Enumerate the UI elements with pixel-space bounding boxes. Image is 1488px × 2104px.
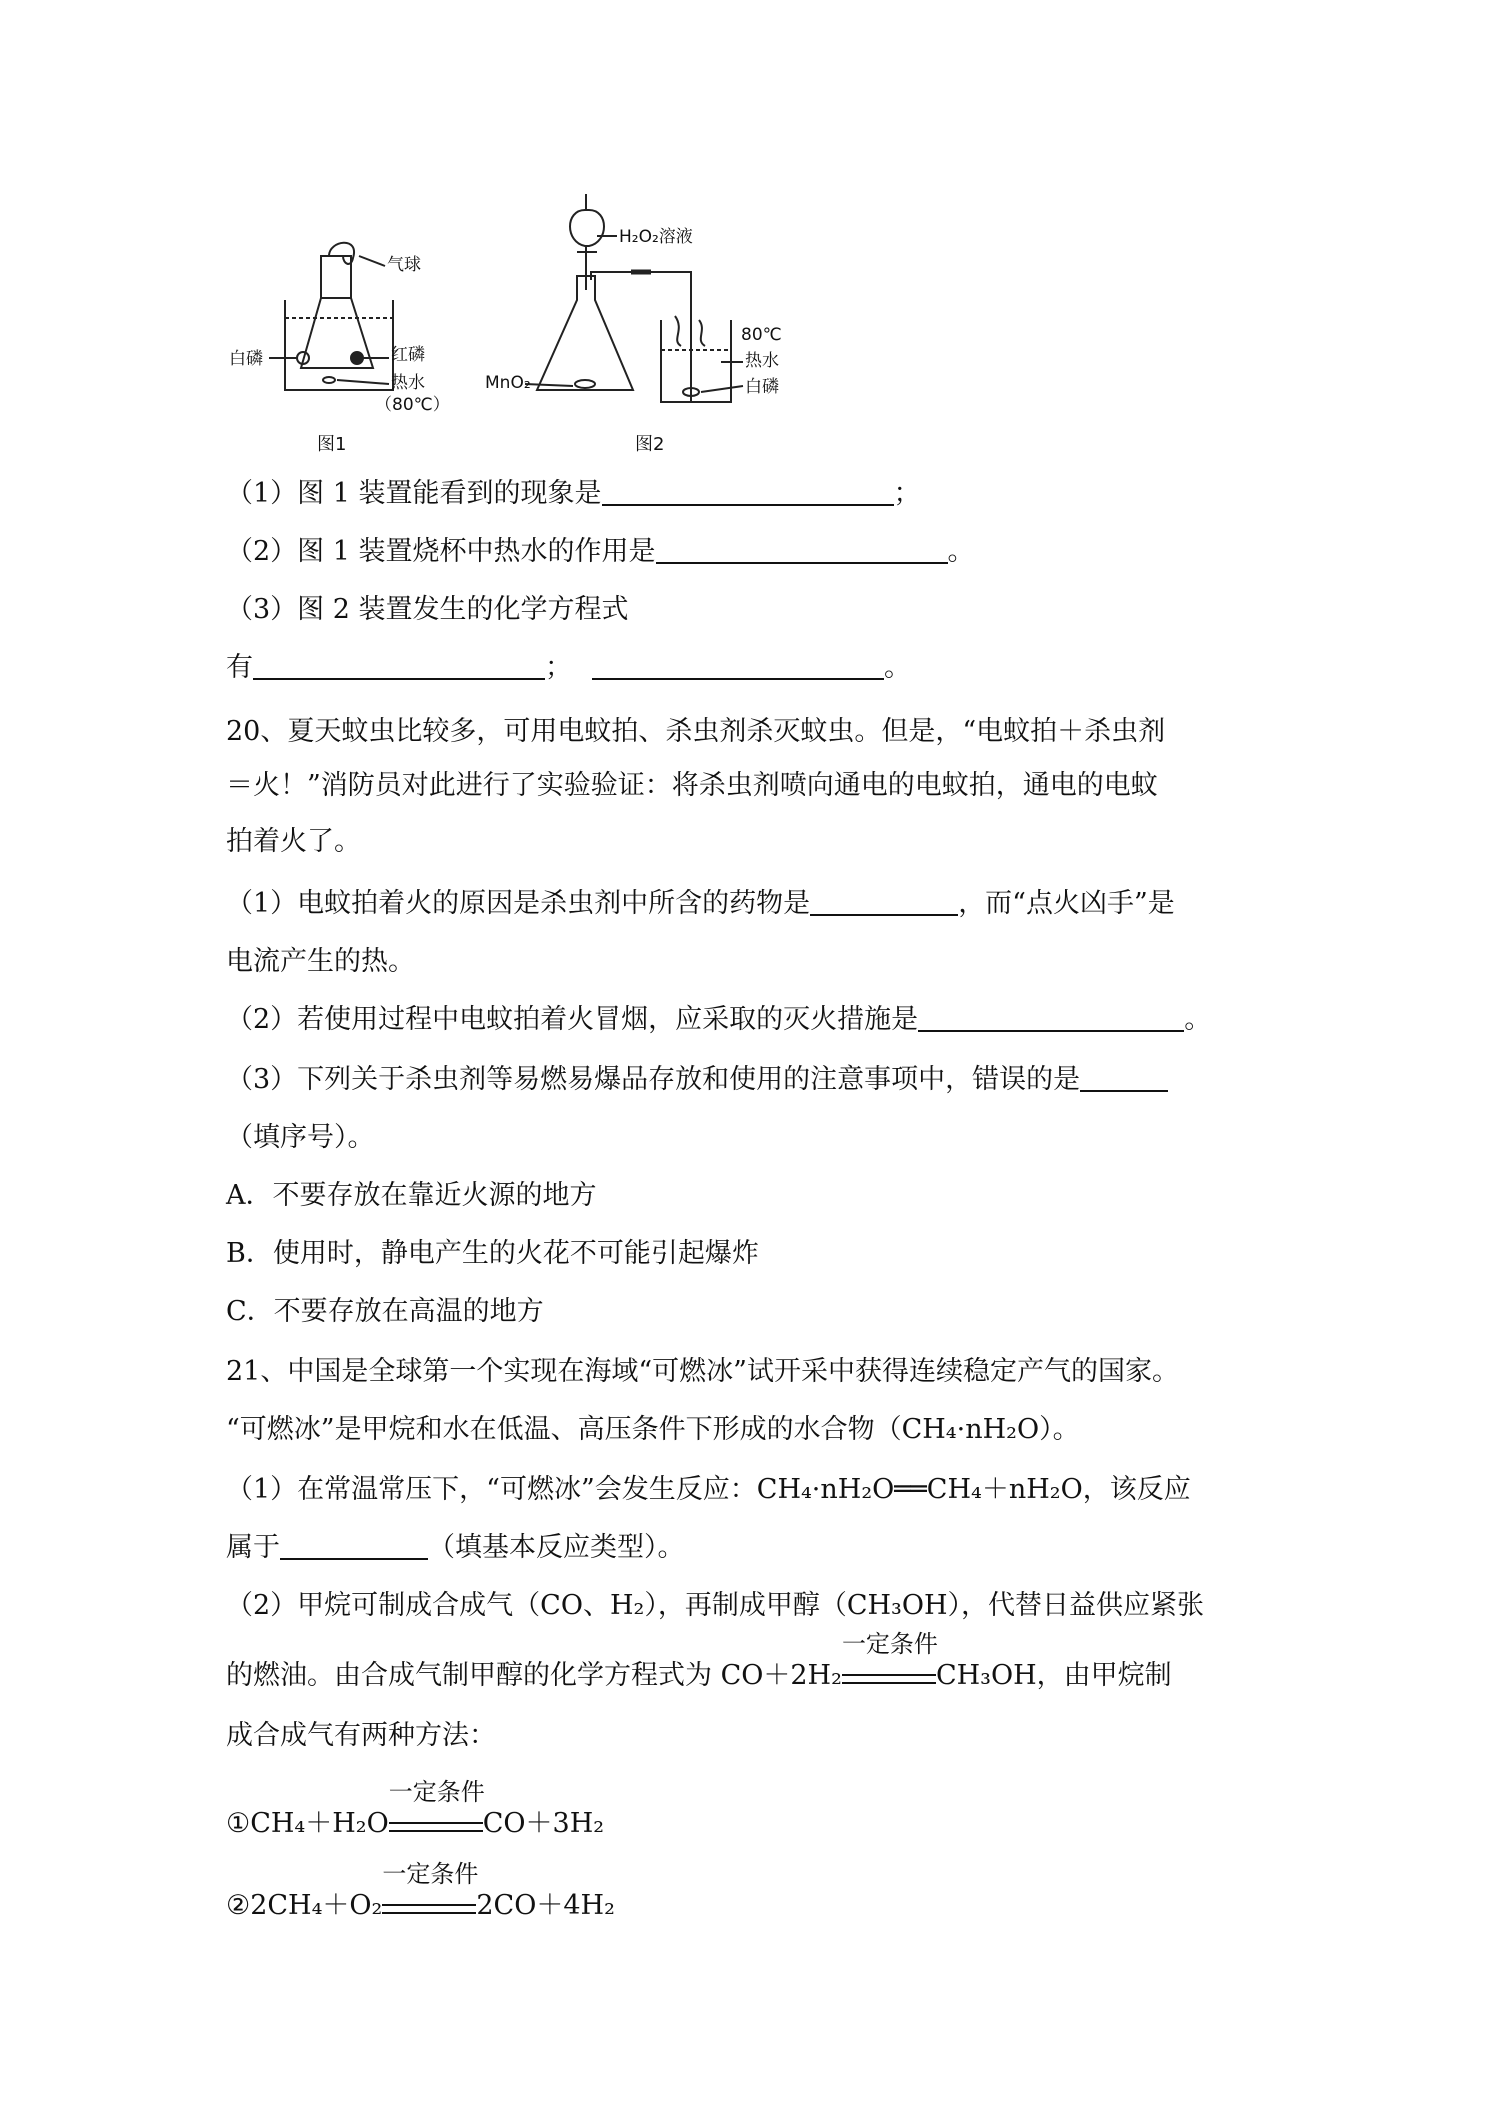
answer-blank[interactable] [253, 648, 545, 680]
q21-stem-line2: “可燃冰”是甲烷和水在低温、高压条件下形成的水合物（CH₄·nH₂O）。 [226, 1414, 1080, 1445]
q20-option-a: A．不要存放在靠近火源的地方 [226, 1180, 597, 1211]
fig2-caption: 图2 [635, 434, 665, 455]
fig1-white-phosphorus-label: 白磷 [229, 349, 263, 369]
q20-option-c: C．不要存放在高温的地方 [226, 1296, 544, 1327]
q19-part3: （3）图 2 装置发生的化学方程式 [226, 594, 629, 625]
answer-blank[interactable] [280, 1528, 428, 1560]
q21-part1-cont: 属于 （填基本反应类型）。 [226, 1528, 685, 1568]
q20-stem-line2: ＝火！”消防员对此进行了实验验证：将杀虫剂喷向通电的电蚊拍，通电的电蚊 [226, 770, 1158, 801]
answer-blank[interactable] [1080, 1060, 1168, 1092]
answer-blank[interactable] [810, 884, 958, 916]
q20-part2: （2）若使用过程中电蚊拍着火冒烟，应采取的灭火措施是 。 [226, 1000, 1211, 1040]
answer-blank[interactable] [918, 1000, 1184, 1032]
q19-part1: （1）图 1 装置能看到的现象是 ； [226, 474, 921, 514]
method-1-equation: ①CH₄＋H₂O 一定条件 CO＋3H₂ [226, 1778, 605, 1839]
reaction-condition: 一定条件 [842, 1658, 936, 1684]
q20-part1: （1）电蚊拍着火的原因是杀虫剂中所含的药物是 ，而“点火凶手”是 [226, 884, 1175, 924]
q21-stem-line1: 21、中国是全球第一个实现在海域“可燃冰”试开采中获得连续稳定产气的国家。 [226, 1356, 1179, 1387]
fig2-mno2-label: MnO₂ [485, 373, 531, 393]
fig1-hot-water-label: 热水 [391, 373, 425, 393]
q20-part3-cont: （填序号）。 [226, 1122, 375, 1153]
q21-part2-equation: 的燃油。由合成气制甲醇的化学方程式为 CO＋2H₂ 一定条件 CH₃OH，由甲烷制 [226, 1630, 1172, 1691]
q20-part1-cont: 电流产生的热。 [226, 946, 415, 977]
fig1-temp-label: （80℃） [375, 395, 450, 415]
fig1-caption: 图1 [317, 434, 347, 455]
q21-part1: （1）在常温常压下，“可燃冰”会发生反应：CH₄·nH₂O══CH₄＋nH₂O，该反应 [226, 1474, 1191, 1505]
fig2-temp-label: 80℃ [741, 325, 782, 345]
q19-part2: （2）图 1 装置烧杯中热水的作用是 。 [226, 532, 975, 572]
q20-stem-line3: 拍着火了。 [226, 826, 361, 857]
fig1-red-phosphorus-label: 红磷 [391, 345, 425, 365]
reaction-condition: 一定条件 [389, 1806, 483, 1832]
method-2-equation: ②2CH₄＋O₂ 一定条件 2CO＋4H₂ [226, 1860, 615, 1921]
q21-part2: （2）甲烷可制成合成气（CO、H₂），再制成甲醇（CH₃OH），代替日益供应紧张 [226, 1590, 1205, 1621]
reaction-condition: 一定条件 [382, 1888, 476, 1914]
answer-blank[interactable] [602, 474, 894, 506]
fig2-white-phosphorus-label: 白磷 [745, 377, 779, 397]
figure-1-apparatus [225, 238, 450, 460]
q20-stem-line1: 20、夏天蚊虫比较多，可用电蚊拍、杀虫剂杀灭蚊虫。但是，“电蚊拍＋杀虫剂 [226, 716, 1166, 747]
q21-part2-cont: 成合成气有两种方法： [226, 1720, 496, 1751]
figure-2-apparatus [485, 180, 805, 460]
fig2-h2o2-label: H₂O₂溶液 [619, 227, 693, 247]
q20-part3: （3）下列关于杀虫剂等易燃易爆品存放和使用的注意事项中，错误的是 [226, 1060, 1168, 1100]
fig2-hot-water-label: 热水 [745, 351, 779, 371]
fig1-balloon-label: 气球 [387, 255, 421, 275]
q20-option-b: B．使用时，静电产生的火花不可能引起爆炸 [226, 1238, 759, 1269]
answer-blank[interactable] [592, 648, 884, 680]
answer-blank[interactable] [656, 532, 948, 564]
q19-part3-answer: 有 ； 。 [226, 648, 911, 688]
